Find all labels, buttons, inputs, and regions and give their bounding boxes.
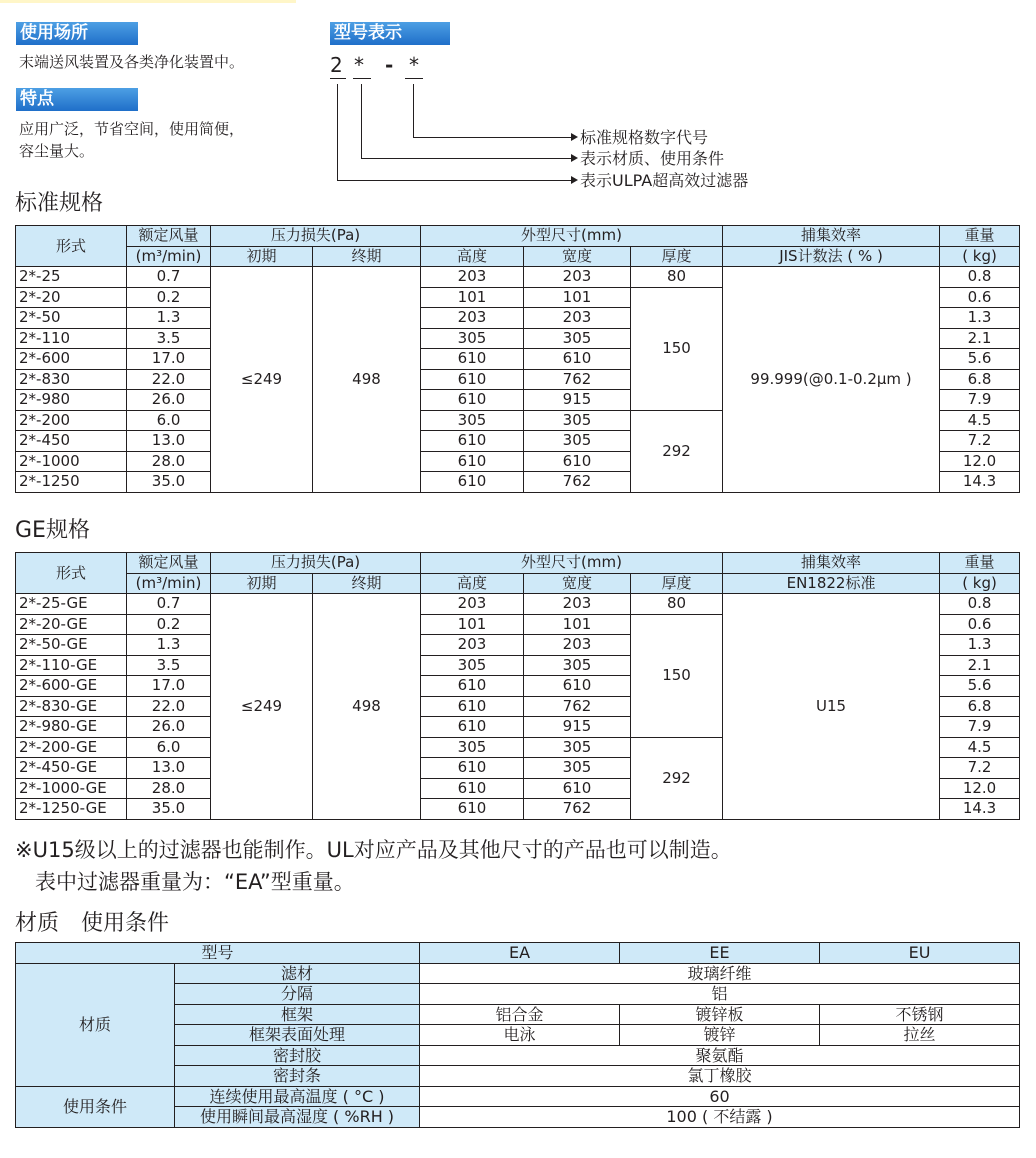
callout-line-3-h bbox=[337, 180, 573, 181]
airflow-cell: 26.0 bbox=[127, 717, 211, 738]
airflow-cell: 22.0 bbox=[127, 696, 211, 717]
model-cell: 2*-1250-GE bbox=[16, 799, 127, 820]
header-dims: 外型尺寸(mm) bbox=[421, 553, 723, 574]
mat-label-max-temp: 连续使用最高温度 ( °C ) bbox=[175, 1086, 420, 1107]
model-cell: 2*-200-GE bbox=[16, 737, 127, 758]
weight-cell: 1.3 bbox=[940, 635, 1020, 656]
height-cell: 305 bbox=[421, 655, 524, 676]
table-row bbox=[16, 267, 1020, 288]
header-depth: 厚度 bbox=[631, 573, 723, 594]
mat-value-frame-ee: 镀锌板 bbox=[620, 1004, 820, 1025]
mat-value-gasket: 氯丁橡胶 bbox=[420, 1066, 1020, 1087]
height-cell: 610 bbox=[421, 799, 524, 820]
mat-value-sealant: 聚氨酯 bbox=[420, 1045, 1020, 1066]
airflow-cell: 0.2 bbox=[127, 614, 211, 635]
width-cell: 762 bbox=[524, 472, 631, 493]
width-cell: 915 bbox=[524, 717, 631, 738]
width-cell: 762 bbox=[524, 696, 631, 717]
airflow-cell: 26.0 bbox=[127, 390, 211, 411]
height-cell: 101 bbox=[421, 614, 524, 635]
callout-line-2-v bbox=[361, 84, 362, 159]
header-efficiency: 捕集效率 bbox=[723, 226, 940, 247]
airflow-cell: 17.0 bbox=[127, 349, 211, 370]
model-cell: 2*-450-GE bbox=[16, 758, 127, 779]
height-cell: 610 bbox=[421, 349, 524, 370]
model-cell: 2*-25 bbox=[16, 267, 127, 288]
ge-section-title: GE规格 bbox=[15, 518, 90, 543]
header-initial: 初期 bbox=[211, 246, 313, 267]
weight-cell: 4.5 bbox=[940, 410, 1020, 431]
callout-line-3-v bbox=[337, 84, 338, 181]
depth-cell: 292 bbox=[631, 410, 723, 492]
model-code-char-2: * bbox=[354, 53, 364, 77]
mat-value-finish-ee: 镀锌 bbox=[620, 1025, 820, 1046]
weight-cell: 0.6 bbox=[940, 287, 1020, 308]
height-cell: 203 bbox=[421, 308, 524, 329]
mat-header-model: 型号 bbox=[16, 943, 420, 964]
height-cell: 610 bbox=[421, 431, 524, 452]
depth-cell: 150 bbox=[631, 287, 723, 410]
materials-section-title: 材质 使用条件 bbox=[15, 911, 170, 936]
model-cell: 2*-20 bbox=[16, 287, 127, 308]
width-cell: 915 bbox=[524, 390, 631, 411]
header-efficiency-method: EN1822标准 bbox=[723, 573, 940, 594]
height-cell: 203 bbox=[421, 594, 524, 615]
usage-badge: 使用场所 bbox=[16, 22, 138, 45]
weight-cell: 5.6 bbox=[940, 349, 1020, 370]
model-cell: 2*-50 bbox=[16, 308, 127, 329]
weight-cell: 0.8 bbox=[940, 594, 1020, 615]
width-cell: 610 bbox=[524, 349, 631, 370]
weight-cell: 12.0 bbox=[940, 451, 1020, 472]
height-cell: 610 bbox=[421, 676, 524, 697]
standard-section-title: 标准规格 bbox=[15, 191, 104, 216]
model-cell: 2*-1000-GE bbox=[16, 778, 127, 799]
airflow-cell: 1.3 bbox=[127, 308, 211, 329]
mat-value-max-temp: 60 bbox=[420, 1086, 1020, 1107]
underline-2 bbox=[353, 78, 371, 79]
header-weight: 重量 bbox=[940, 553, 1020, 574]
width-cell: 101 bbox=[524, 287, 631, 308]
width-cell: 762 bbox=[524, 799, 631, 820]
model-cell: 2*-830-GE bbox=[16, 696, 127, 717]
header-weight-unit: ( kg) bbox=[940, 246, 1020, 267]
model-cell: 2*-25-GE bbox=[16, 594, 127, 615]
weight-cell: 7.9 bbox=[940, 390, 1020, 411]
weight-cell: 0.8 bbox=[940, 267, 1020, 288]
mat-header-eu: EU bbox=[820, 943, 1020, 964]
callout-line-1-h bbox=[413, 137, 573, 138]
callout-arrow-3 bbox=[571, 176, 578, 184]
features-line-1: 应用广泛，节省空间，使用简便， bbox=[19, 120, 245, 138]
mat-value-frame-eu: 不锈钢 bbox=[820, 1004, 1020, 1025]
depth-cell: 80 bbox=[631, 594, 723, 615]
airflow-cell: 6.0 bbox=[127, 737, 211, 758]
efficiency-cell: U15 bbox=[723, 594, 940, 820]
depth-cell: 292 bbox=[631, 737, 723, 819]
model-cell: 2*-600 bbox=[16, 349, 127, 370]
pressure-initial-cell: ≤249 bbox=[211, 267, 313, 493]
mat-value-finish-eu: 拉丝 bbox=[820, 1025, 1020, 1046]
width-cell: 610 bbox=[524, 778, 631, 799]
height-cell: 610 bbox=[421, 778, 524, 799]
mat-label-gasket: 密封条 bbox=[175, 1066, 420, 1087]
header-initial: 初期 bbox=[211, 573, 313, 594]
model-cell: 2*-200 bbox=[16, 410, 127, 431]
materials-table bbox=[15, 942, 1020, 1128]
width-cell: 203 bbox=[524, 308, 631, 329]
mat-header-ea: EA bbox=[420, 943, 620, 964]
header-final: 终期 bbox=[313, 246, 421, 267]
header-dims: 外型尺寸(mm) bbox=[421, 226, 723, 247]
underline-4 bbox=[405, 78, 423, 79]
callout-text-1: 标准规格数字代号 bbox=[580, 128, 709, 147]
model-code-char-3: - bbox=[385, 53, 394, 77]
depth-cell: 80 bbox=[631, 267, 723, 288]
airflow-cell: 13.0 bbox=[127, 431, 211, 452]
height-cell: 610 bbox=[421, 472, 524, 493]
mat-value-frame-ea: 铝合金 bbox=[420, 1004, 620, 1025]
width-cell: 610 bbox=[524, 676, 631, 697]
weight-cell: 0.6 bbox=[940, 614, 1020, 635]
mat-value-separator: 铝 bbox=[420, 984, 1020, 1005]
height-cell: 305 bbox=[421, 410, 524, 431]
header-efficiency: 捕集效率 bbox=[723, 553, 940, 574]
width-cell: 305 bbox=[524, 655, 631, 676]
header-height: 高度 bbox=[421, 573, 524, 594]
header-width: 宽度 bbox=[524, 246, 631, 267]
header-airflow: 额定风量 bbox=[127, 226, 211, 247]
height-cell: 610 bbox=[421, 390, 524, 411]
weight-cell: 2.1 bbox=[940, 655, 1020, 676]
underline-1 bbox=[330, 78, 346, 79]
note-line-2: 表中过滤器重量为：“EA”型重量。 bbox=[35, 870, 355, 894]
mat-group-conditions: 使用条件 bbox=[16, 1086, 175, 1127]
model-code-char-4: * bbox=[409, 53, 419, 77]
width-cell: 762 bbox=[524, 369, 631, 390]
callout-arrow-1 bbox=[571, 133, 578, 141]
model-cell: 2*-980 bbox=[16, 390, 127, 411]
height-cell: 610 bbox=[421, 369, 524, 390]
callout-text-3: 表示ULPA超高效过滤器 bbox=[580, 171, 749, 190]
height-cell: 305 bbox=[421, 328, 524, 349]
callout-line-1-v bbox=[413, 84, 414, 138]
header-width: 宽度 bbox=[524, 573, 631, 594]
header-weight: 重量 bbox=[940, 226, 1020, 247]
pressure-initial-cell: ≤249 bbox=[211, 594, 313, 820]
airflow-cell: 28.0 bbox=[127, 451, 211, 472]
header-airflow-unit: (m³/min) bbox=[127, 573, 211, 594]
mat-header-ee: EE bbox=[620, 943, 820, 964]
weight-cell: 7.9 bbox=[940, 717, 1020, 738]
width-cell: 305 bbox=[524, 758, 631, 779]
width-cell: 305 bbox=[524, 737, 631, 758]
header-model: 形式 bbox=[16, 226, 127, 267]
header-airflow-unit: (m³/min) bbox=[127, 246, 211, 267]
airflow-cell: 6.0 bbox=[127, 410, 211, 431]
model-cell: 2*-450 bbox=[16, 431, 127, 452]
top-decoration-line bbox=[0, 0, 296, 3]
mat-label-frame: 框架 bbox=[175, 1004, 420, 1025]
weight-cell: 6.8 bbox=[940, 369, 1020, 390]
weight-cell: 2.1 bbox=[940, 328, 1020, 349]
airflow-cell: 17.0 bbox=[127, 676, 211, 697]
airflow-cell: 22.0 bbox=[127, 369, 211, 390]
weight-cell: 14.3 bbox=[940, 472, 1020, 493]
model-cell: 2*-20-GE bbox=[16, 614, 127, 635]
ge-spec-table bbox=[15, 552, 1020, 820]
callout-arrow-2 bbox=[571, 154, 578, 162]
features-badge: 特点 bbox=[16, 88, 138, 111]
weight-cell: 14.3 bbox=[940, 799, 1020, 820]
model-code-badge: 型号表示 bbox=[330, 22, 450, 45]
height-cell: 305 bbox=[421, 737, 524, 758]
width-cell: 610 bbox=[524, 451, 631, 472]
height-cell: 203 bbox=[421, 635, 524, 656]
header-pressure: 压力损失(Pa) bbox=[211, 553, 421, 574]
height-cell: 610 bbox=[421, 451, 524, 472]
features-line-2: 容尘量大。 bbox=[19, 142, 95, 160]
width-cell: 203 bbox=[524, 635, 631, 656]
header-pressure: 压力损失(Pa) bbox=[211, 226, 421, 247]
weight-cell: 7.2 bbox=[940, 758, 1020, 779]
header-final: 终期 bbox=[313, 573, 421, 594]
note-line-1: ※U15级以上的过滤器也能制作。UL对应产品及其他尺寸的产品也可以制造。 bbox=[15, 838, 732, 862]
mat-group-material: 材质 bbox=[16, 963, 175, 1086]
model-cell: 2*-1000 bbox=[16, 451, 127, 472]
header-depth: 厚度 bbox=[631, 246, 723, 267]
height-cell: 101 bbox=[421, 287, 524, 308]
width-cell: 305 bbox=[524, 410, 631, 431]
airflow-cell: 35.0 bbox=[127, 799, 211, 820]
header-model: 形式 bbox=[16, 553, 127, 594]
header-efficiency-method: JIS计数法 ( % ) bbox=[723, 246, 940, 267]
weight-cell: 12.0 bbox=[940, 778, 1020, 799]
mat-label-separator: 分隔 bbox=[175, 984, 420, 1005]
standard-spec-table bbox=[15, 225, 1020, 493]
height-cell: 610 bbox=[421, 696, 524, 717]
header-airflow: 额定风量 bbox=[127, 553, 211, 574]
model-cell: 2*-830 bbox=[16, 369, 127, 390]
airflow-cell: 0.2 bbox=[127, 287, 211, 308]
airflow-cell: 3.5 bbox=[127, 655, 211, 676]
model-cell: 2*-980-GE bbox=[16, 717, 127, 738]
weight-cell: 5.6 bbox=[940, 676, 1020, 697]
header-weight-unit: ( kg) bbox=[940, 573, 1020, 594]
weight-cell: 6.8 bbox=[940, 696, 1020, 717]
mat-value-finish-ea: 电泳 bbox=[420, 1025, 620, 1046]
model-cell: 2*-110-GE bbox=[16, 655, 127, 676]
weight-cell: 1.3 bbox=[940, 308, 1020, 329]
height-cell: 203 bbox=[421, 267, 524, 288]
width-cell: 305 bbox=[524, 431, 631, 452]
width-cell: 101 bbox=[524, 614, 631, 635]
mat-label-sealant: 密封胶 bbox=[175, 1045, 420, 1066]
callout-line-2-h bbox=[361, 158, 573, 159]
usage-text: 末端送风装置及各类净化装置中。 bbox=[19, 53, 245, 71]
airflow-cell: 35.0 bbox=[127, 472, 211, 493]
airflow-cell: 13.0 bbox=[127, 758, 211, 779]
mat-label-frame-finish: 框架表面处理 bbox=[175, 1025, 420, 1046]
height-cell: 610 bbox=[421, 717, 524, 738]
mat-label-max-humidity: 使用瞬间最高湿度 ( %RH ) bbox=[175, 1107, 420, 1128]
model-cell: 2*-600-GE bbox=[16, 676, 127, 697]
header-height: 高度 bbox=[421, 246, 524, 267]
callout-text-2: 表示材质、使用条件 bbox=[580, 149, 725, 168]
airflow-cell: 3.5 bbox=[127, 328, 211, 349]
depth-cell: 150 bbox=[631, 614, 723, 737]
efficiency-cell: 99.999(@0.1-0.2μm ) bbox=[723, 267, 940, 493]
mat-value-max-humidity: 100 ( 不结露 ) bbox=[420, 1107, 1020, 1128]
pressure-final-cell: 498 bbox=[313, 594, 421, 820]
table-row bbox=[16, 594, 1020, 615]
pressure-final-cell: 498 bbox=[313, 267, 421, 493]
model-code-char-1: 2 bbox=[330, 53, 343, 77]
airflow-cell: 28.0 bbox=[127, 778, 211, 799]
model-cell: 2*-1250 bbox=[16, 472, 127, 493]
height-cell: 610 bbox=[421, 758, 524, 779]
width-cell: 305 bbox=[524, 328, 631, 349]
model-cell: 2*-50-GE bbox=[16, 635, 127, 656]
airflow-cell: 0.7 bbox=[127, 267, 211, 288]
width-cell: 203 bbox=[524, 594, 631, 615]
model-cell: 2*-110 bbox=[16, 328, 127, 349]
mat-value-filter-media: 玻璃纤维 bbox=[420, 963, 1020, 984]
mat-label-filter-media: 滤材 bbox=[175, 963, 420, 984]
airflow-cell: 1.3 bbox=[127, 635, 211, 656]
width-cell: 203 bbox=[524, 267, 631, 288]
weight-cell: 4.5 bbox=[940, 737, 1020, 758]
weight-cell: 7.2 bbox=[940, 431, 1020, 452]
airflow-cell: 0.7 bbox=[127, 594, 211, 615]
